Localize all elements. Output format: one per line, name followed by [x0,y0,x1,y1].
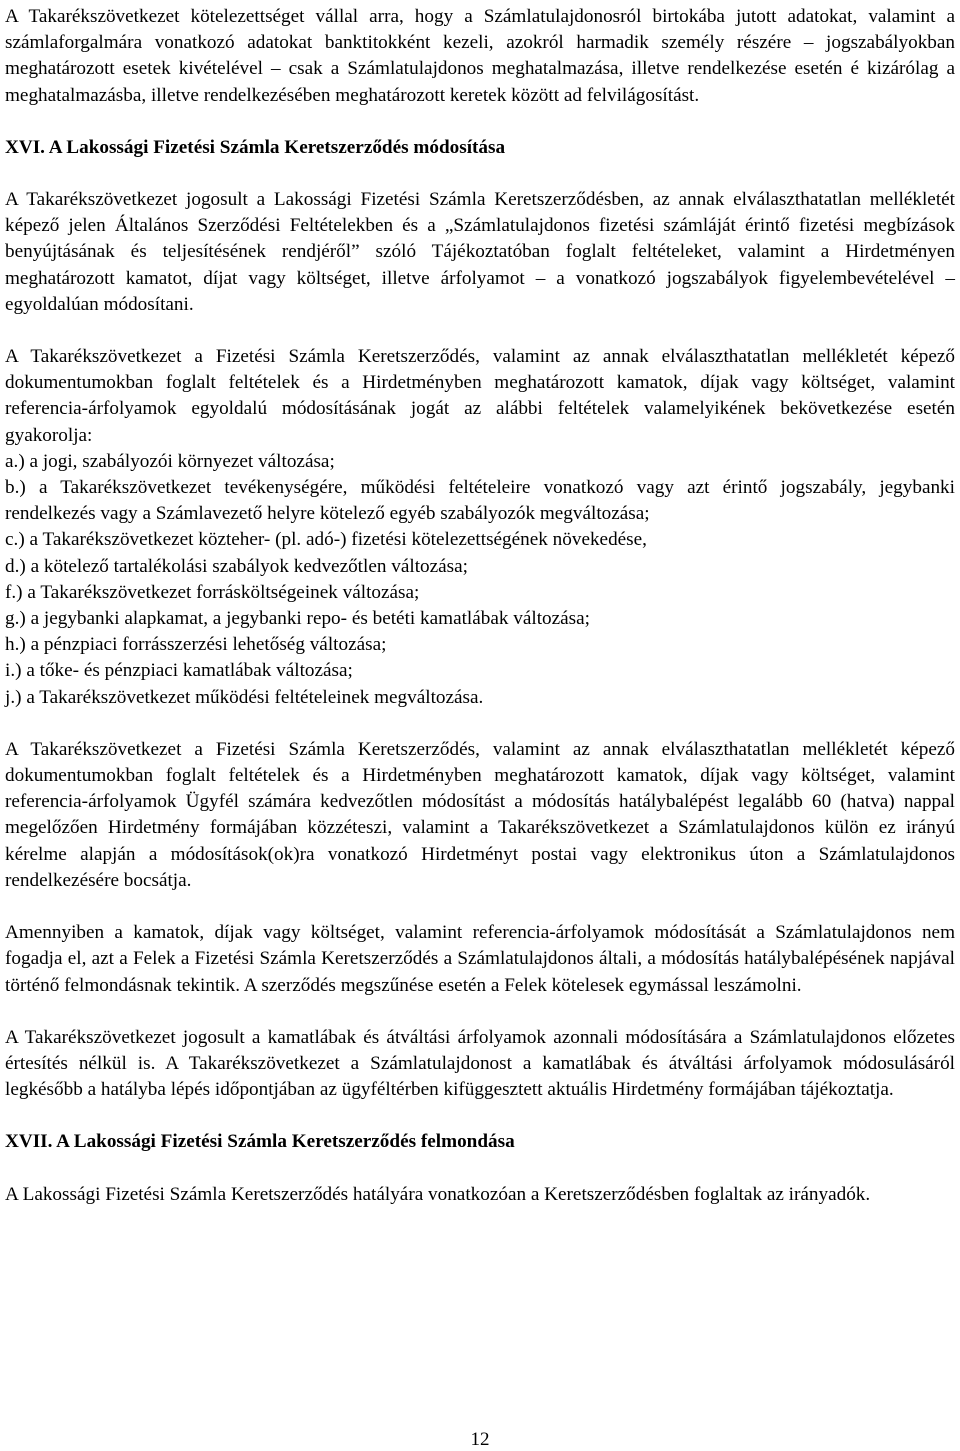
paragraph-conditions-intro: A Takarékszövetkezet a Fizetési Számla Keretszerződés, valamint az annak elválaszthatatlan mellékletét képező dokumentumokban foglalt feltételek és a Hirdetményben meghatározott kamatok, díjak vagy költséget, valamint referencia-árfolyamok egyoldalú módosításának jogát az alábbi feltételek valamelyikének bekövetkezése esetén gyakorolja: [5,346,955,446]
document-page [5,4,955,1208]
paragraph-unfavourable-notice: A Takarékszövetkezet a Fizetési Számla Keretszerződés, valamint az annak elválaszthatatlan mellékletét képező dokumentumokban foglalt feltételek és a Hirdetményben meghatározott kamatok, díjak vagy költséget, valamint referencia-árfolyamok Ügyfél számára kedvezőtlen módosítást a módosítás hatálybalépést legalább 60 (hatva) nappal megelőzően Hirdetmény formájában közzéteszi, valamint a Takarékszövetkezet a Számlatulajdonos külön ez irányú kérelme alapján a módosítások(ok)ra vonatkozó Hirdetményt postai vagy elektronikus úton a Számlatulajdonos rendelkezésére bocsátja. [5,738,955,891]
spacer [5,999,955,1025]
list-item: j.) a Takarékszövetkezet működési feltételeinek megváltozása. [5,686,484,708]
list-item: c.) a Takarékszövetkezet közteher- (pl. adó-) fizetési kötelezettségének növekedése, [5,529,647,551]
list-item: i.) a tőke- és pénzpiaci kamatlábak változása; [5,660,353,682]
list-item: f.) a Takarékszövetkezet forrásköltségeinek változása; [5,581,420,603]
section-heading-xvi: XVI. A Lakossági Fizetési Számla Keretszerződés módosítása [5,136,506,158]
page-number: 12 [470,1429,490,1450]
list-item: g.) a jegybanki alapkamat, a jegybanki repo- és betéti kamatlábak változása; [5,608,590,630]
conditions-list [5,449,955,711]
paragraph-confidentiality: A Takarékszövetkezet kötelezettséget vállal arra, hogy a Számlatulajdonosról birtokába jutott adatokat, valamint a számlaforgalmára vonatkozó adatokat banktitokként kezeli, azokról harmadik személy részére – jogszabályokban meghatározott esetek kivételével – csak a Számlatulajdonos meghatalmazása, illetve rendelkezése esetén é kizárólag a meghatalmazásba, illetve rendelkezésében meghatározott keretek között ad felvilágosítást. [5,6,955,106]
spacer [5,1103,955,1129]
spacer [5,161,955,187]
list-item: a.) a jogi, szabályozói környezet változása; [5,450,335,472]
paragraph-immediate-change: A Takarékszövetkezet jogosult a kamatlábak és átváltási árfolyamok azonnali módosítására a Számlatulajdonos előzetes értesítés nélkül is. A Takarékszövetkezet a Számlatulajdonost a kamatlábak és átváltási árfolyamok módosulásáról legkésőbb a hatályba lépés időpontjában az ügyféltérben kifüggesztett aktuális Hirdetmény formájában tájékoztatja. [5,1026,955,1101]
section-heading-xvii: XVII. A Lakossági Fizetési Számla Keretszerződés felmondása [5,1131,515,1153]
spacer [5,894,955,920]
list-item: b.) a Takarékszövetkezet tevékenységére, működési feltételeire vonatkozó vagy azt érintő jogszabály, jegybanki rendelkezés vagy a Számlavezető helyre kötelező egyéb szabályozók megváltozása; [5,477,955,525]
paragraph-termination: A Lakossági Fizetési Számla Keretszerződés hatályára vonatkozóan a Keretszerződésben foglaltak az irányadók. [5,1183,871,1205]
list-item: h.) a pénzpiaci forrásszerzési lehetőség változása; [5,634,387,656]
spacer [5,318,955,344]
spacer [5,109,955,135]
spacer [5,711,955,737]
spacer [5,1156,955,1182]
list-item: d.) a kötelező tartalékolási szabályok kedvezőtlen változása; [5,555,468,577]
paragraph-rejection: Amennyiben a kamatok, díjak vagy költséget, valamint referencia-árfolyamok módosítását a Számlatulajdonos nem fogadja el, azt a Felek a Fizetési Számla Keretszerződés a Számlatulajdonos általi, a módosítás hatálybalépésének napjával történő felmondásnak tekintik. A szerződés megszűnése esetén a Felek kötelesek egymással leszámolni. [5,922,955,996]
paragraph-unilateral-right: A Takarékszövetkezet jogosult a Lakossági Fizetési Számla Keretszerződésben, az annak elválaszthatatlan mellékletét képező jelen Általános Szerződési Feltételekben és a „Számlatulajdonos fizetési számláját érintő fizetési megbízások benyújtásának és teljesítésének rendjéről” szóló Tájékoztatóban foglalt feltételeket, valamint a Hirdetményen meghatározott kamatot, díjat vagy költséget, illetve árfolyamot – a vonatkozó jogszabályok figyelembevételével – egyoldalúan módosítani. [5,189,955,315]
